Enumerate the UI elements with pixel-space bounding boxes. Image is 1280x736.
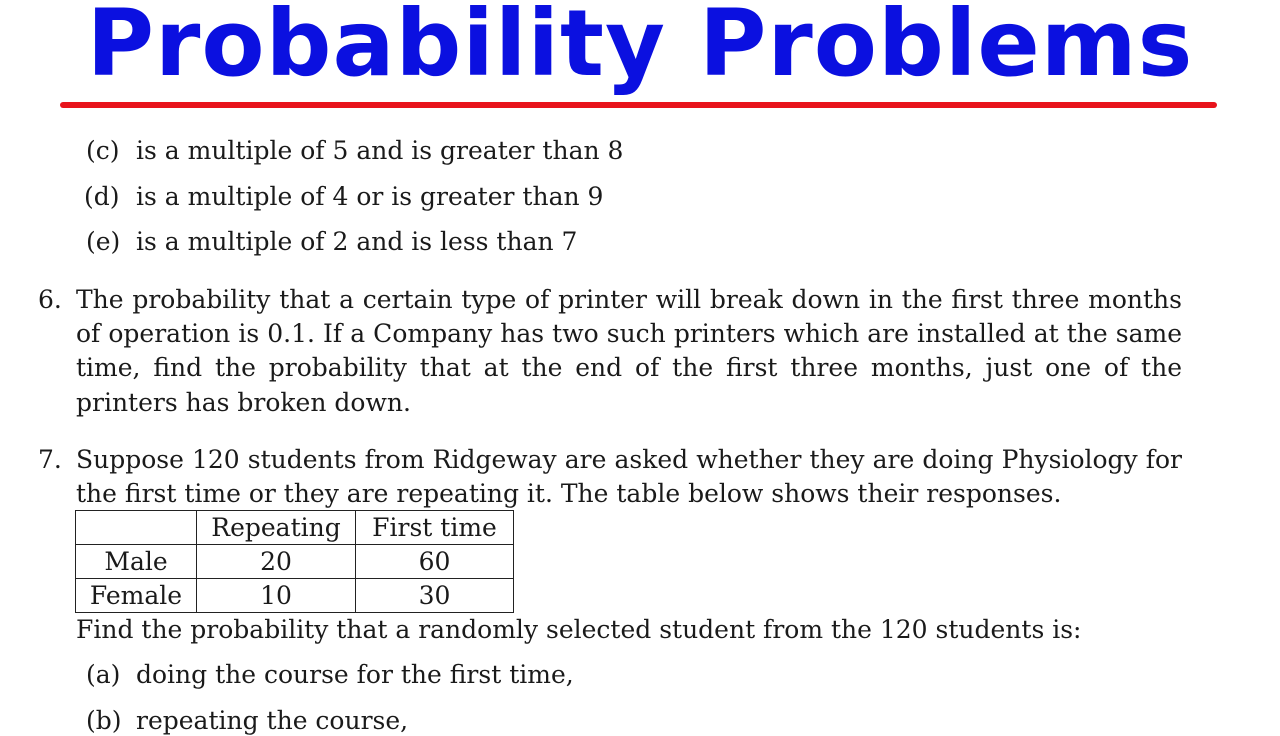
part-label-d: (d) <box>84 182 120 211</box>
table-header-cell: First time <box>356 511 514 545</box>
table-cell: Male <box>76 545 197 579</box>
table-cell: 60 <box>356 545 514 579</box>
problem-7-number: 7. <box>38 445 62 474</box>
part-text-e: is a multiple of 2 and is less than 7 <box>136 227 578 256</box>
problem-7-line: the first time or they are repeating it. The table below shows their responses. <box>76 479 1062 508</box>
part-label-e: (e) <box>86 227 121 256</box>
page-title: Probability Problems <box>86 0 1194 97</box>
table-header-cell: Repeating <box>197 511 356 545</box>
part-label-b: (b) <box>86 706 122 735</box>
responses-table <box>75 510 514 613</box>
table-row <box>76 545 514 579</box>
part-label-a: (a) <box>86 660 121 689</box>
part-text-d: is a multiple of 4 or is greater than 9 <box>136 182 604 211</box>
part-text-b: repeating the course, <box>136 706 409 735</box>
problem-7-question: Find the probability that a randomly selected student from the 120 students is: <box>76 615 1082 644</box>
table-header-cell <box>76 511 197 545</box>
table-header-row <box>76 511 514 545</box>
problem-6-line: printers has broken down. <box>76 388 411 417</box>
table-cell: 30 <box>356 579 514 613</box>
part-text-a: doing the course for the first time, <box>136 660 574 689</box>
part-label-c: (c) <box>86 136 120 165</box>
problem-6-line: of operation is 0.1. If a Company has two such printers which are installed at the same <box>76 319 1182 348</box>
problem-6-line: time, find the probability that at the end of the first three months, just one of the <box>76 353 1182 382</box>
part-text-c: is a multiple of 5 and is greater than 8 <box>136 136 624 165</box>
problem-7-line: Suppose 120 students from Ridgeway are asked whether they are doing Physiology for <box>76 445 1182 474</box>
table-cell: Female <box>76 579 197 613</box>
problem-6-line: The probability that a certain type of printer will break down in the first three months <box>76 285 1182 314</box>
table-cell: 10 <box>197 579 356 613</box>
table-cell: 20 <box>197 545 356 579</box>
table-row <box>76 579 514 613</box>
problem-6-number: 6. <box>38 285 62 314</box>
